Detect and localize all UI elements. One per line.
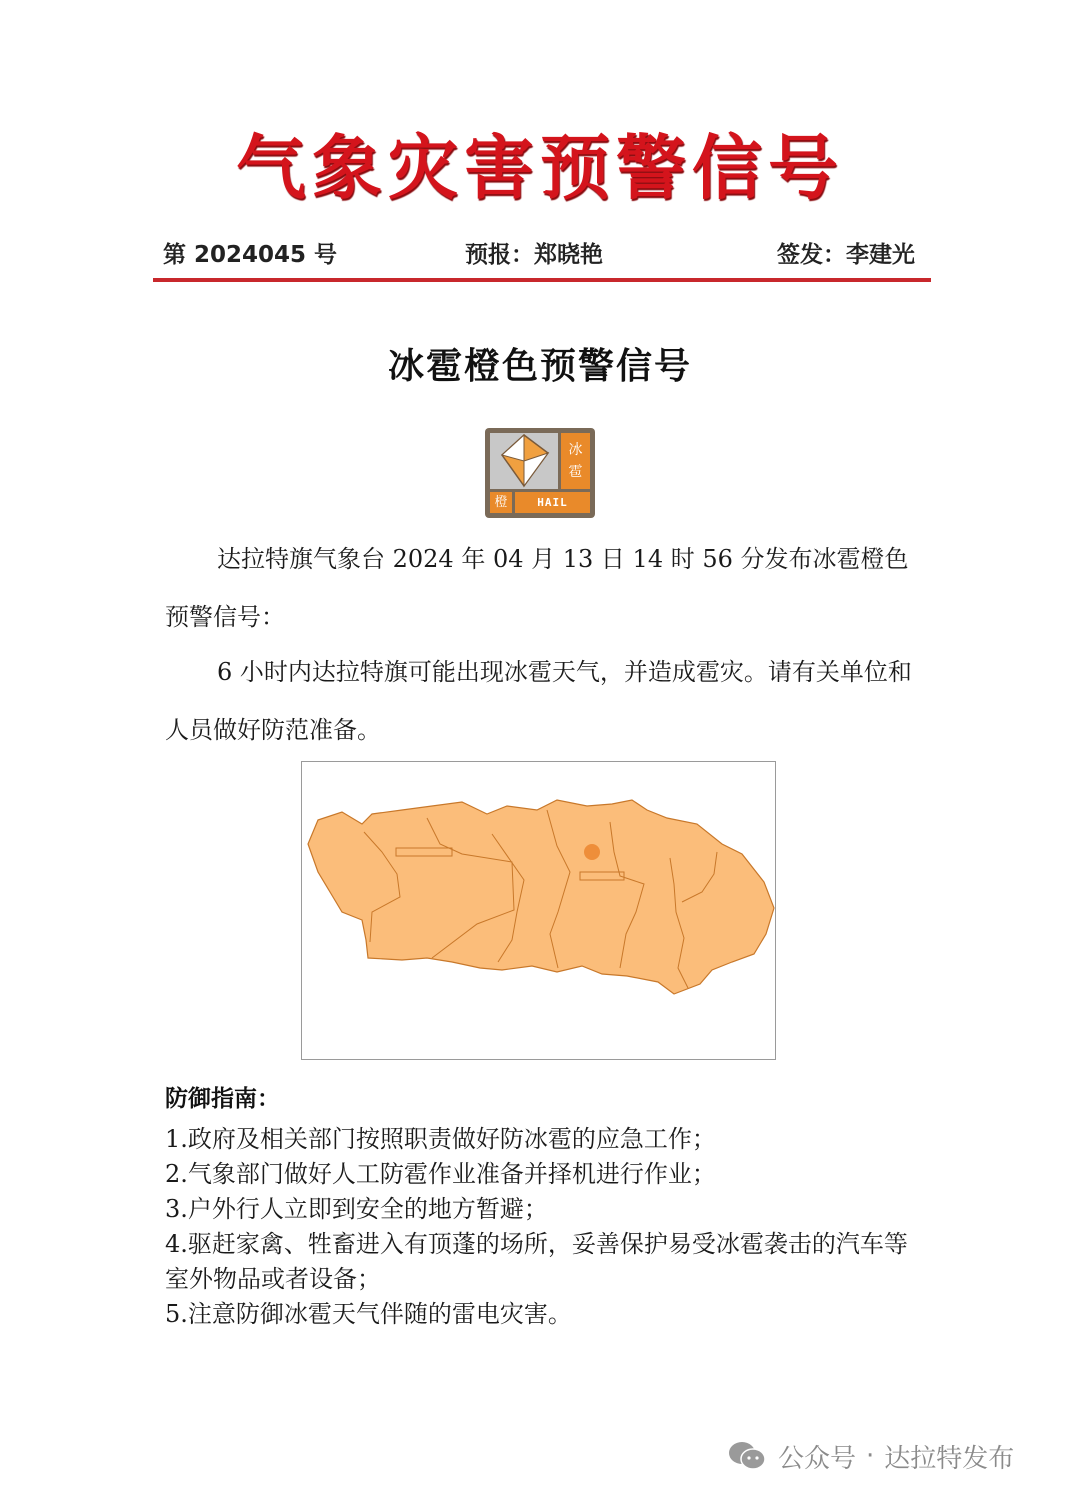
badge-char-2: 雹 bbox=[568, 464, 583, 480]
warning-paragraph: 6 小时内达拉特旗可能出现冰雹天气，并造成雹灾。请有关单位和人员做好防范准备。 bbox=[165, 658, 912, 744]
document-title: 气象灾害预警信号 bbox=[236, 127, 844, 209]
hail-orange-badge bbox=[485, 428, 595, 518]
guide-item: 3.户外行人立即到安全的地方暂避； bbox=[165, 1195, 548, 1223]
footer-account: 达拉特发布 bbox=[884, 1443, 1015, 1474]
guide-item: 5.注意防御冰雹天气伴随的雷电灾害。 bbox=[165, 1300, 572, 1328]
forecaster: 预报：郑晓艳 bbox=[465, 242, 603, 268]
meta-row bbox=[163, 236, 915, 270]
signer: 签发：李建光 bbox=[777, 242, 915, 268]
guide-item: 2.气象部门做好人工防雹作业准备并择机进行作业； bbox=[165, 1160, 716, 1188]
guide-item: 4.驱赶家禽、牲畜进入有顶蓬的场所，妥善保护易受冰雹袭击的汽车等室外物品或者设备； bbox=[165, 1230, 908, 1293]
guide-heading: 防御指南： bbox=[165, 1086, 280, 1112]
map-shape bbox=[302, 762, 777, 1061]
guide-item: 1.政府及相关部门按照职责做好防冰雹的应急工作； bbox=[165, 1125, 716, 1153]
footer-label: 公众号 bbox=[778, 1443, 857, 1474]
hail-diamond-icon bbox=[490, 433, 558, 489]
footer-separator: · bbox=[866, 1441, 875, 1471]
badge-english: HAIL bbox=[515, 492, 590, 513]
guide-list bbox=[165, 1122, 925, 1332]
badge-level: 橙 bbox=[490, 492, 512, 513]
issue-number: 第 2024045 号 bbox=[163, 242, 338, 268]
issue-paragraph: 达拉特旗气象台 2024 年 04 月 13 日 14 时 56 分发布冰雹橙色预警信号： bbox=[165, 545, 909, 631]
badge-side-text bbox=[561, 433, 590, 489]
wechat-icon bbox=[728, 1441, 766, 1471]
red-divider bbox=[153, 278, 931, 282]
warning-area-map bbox=[301, 761, 776, 1060]
signal-title: 冰雹橙色预警信号 bbox=[387, 346, 692, 387]
badge-char-1: 冰 bbox=[568, 442, 583, 458]
wechat-account-footer[interactable] bbox=[728, 1436, 1014, 1476]
